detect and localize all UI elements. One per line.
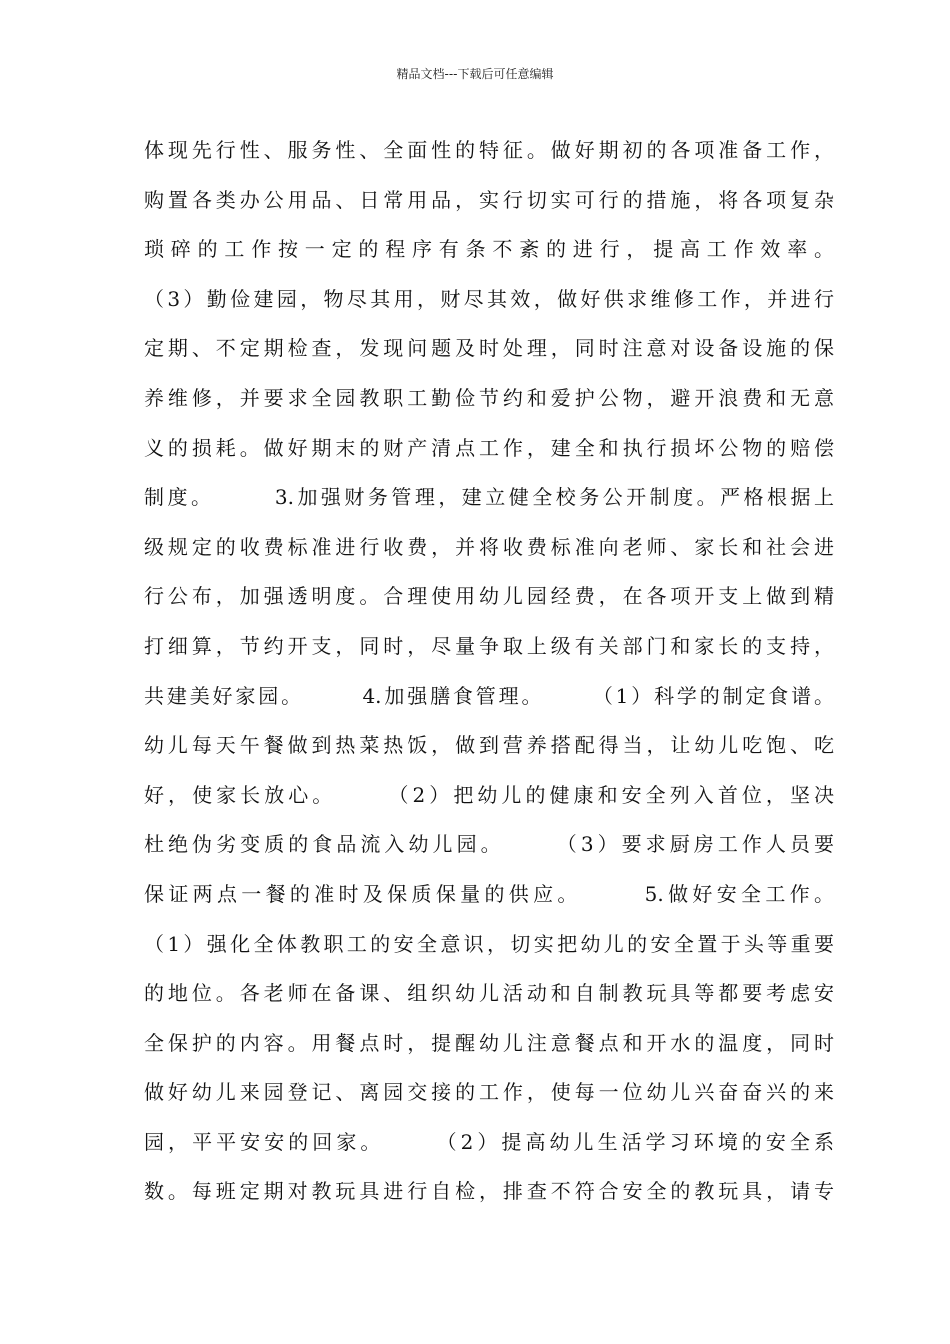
document-body [144, 126, 834, 1217]
text-line-18: 的地位。各老师在备课、组织幼儿活动和自制教玩具等都要考虑安 [144, 981, 834, 1006]
text-line-17: （1）强化全体教职工的安全意识，切实把幼儿的安全置于头等重要 [144, 931, 834, 956]
text-line-11: 打细算，节约开支，同时，尽量争取上级有关部门和家长的支持， [144, 633, 834, 658]
text-line-7: 义的损耗。做好期末的财产清点工作，建全和执行损坏公物的赔偿 [144, 435, 834, 460]
text-line-12: 共建美好家园。 4.加强膳食管理。 （1）科学的制定食谱。 [144, 683, 834, 708]
text-line-16: 保证两点一餐的准时及保质保量的供应。 5.做好安全工作。 [144, 881, 834, 906]
text-line-14: 好，使家长放心。 （2）把幼儿的健康和安全列入首位，坚决 [144, 782, 834, 807]
text-line-19: 全保护的内容。用餐点时，提醒幼儿注意餐点和开水的温度，同时 [144, 1030, 834, 1055]
text-line-10: 行公布，加强透明度。合理使用幼儿园经费，在各项开支上做到精 [144, 584, 834, 609]
text-line-22: 数。每班定期对教玩具进行自检，排查不符合安全的教玩具，请专 [144, 1179, 834, 1204]
text-line-3: 琐碎的工作按一定的程序有条不紊的进行，提高工作效率。 [144, 237, 834, 262]
text-line-8: 制度。 3.加强财务管理，建立健全校务公开制度。严格根据上 [144, 485, 834, 510]
text-line-21: 园，平平安安的回家。 （2）提高幼儿生活学习环境的安全系 [144, 1129, 834, 1154]
text-line-20: 做好幼儿来园登记、离园交接的工作，使每一位幼儿兴奋奋兴的来 [144, 1080, 834, 1105]
text-line-9: 级规定的收费标准进行收费，并将收费标准向老师、家长和社会进 [144, 534, 834, 559]
text-line-5: 定期、不定期检查，发现问题及时处理，同时注意对设备设施的保 [144, 336, 834, 361]
text-line-6: 养维修，并要求全园教职工勤俭节约和爱护公物，避开浪费和无意 [144, 385, 834, 410]
text-line-15: 杜绝伪劣变质的食品流入幼儿园。 （3）要求厨房工作人员要 [144, 832, 834, 857]
text-line-1: 体现先行性、服务性、全面性的特征。做好期初的各项准备工作， [144, 138, 834, 162]
page-header: 精品文档---下载后可任意编辑 [396, 67, 554, 81]
text-line-4: （3）勤俭建园，物尽其用，财尽其效，做好供求维修工作，并进行 [144, 286, 834, 311]
text-line-13: 幼儿每天午餐做到热菜热饭，做到营养搭配得当，让幼儿吃饱、吃 [144, 733, 834, 758]
text-line-2: 购置各类办公用品、日常用品，实行切实可行的措施，将各项复杂 [144, 187, 834, 212]
